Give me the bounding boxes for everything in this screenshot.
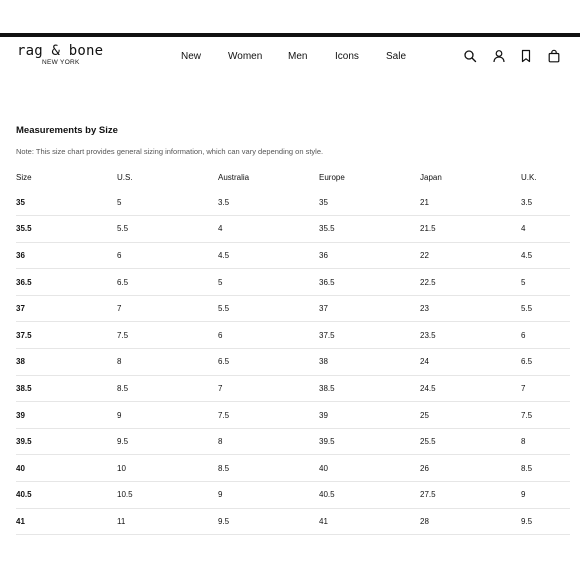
table-header-row <box>16 173 570 189</box>
cell-japan: 25 <box>420 410 429 420</box>
cell-uk: 3.5 <box>521 197 533 207</box>
column-header-japan: Japan <box>420 173 442 182</box>
cell-us: 10 <box>117 463 126 473</box>
cell-japan: 21 <box>420 197 429 207</box>
cell-uk: 4.5 <box>521 250 533 260</box>
table-row <box>16 295 570 322</box>
table-row <box>16 375 570 402</box>
cell-australia: 6.5 <box>218 357 230 367</box>
cell-size: 40 <box>16 463 25 473</box>
cell-size: 39 <box>16 410 25 420</box>
size-chart-title: Measurements by Size <box>16 125 118 136</box>
nav-item-women[interactable]: Women <box>228 51 263 62</box>
cell-size: 37.5 <box>16 330 32 340</box>
column-header-uk: U.K. <box>521 173 537 182</box>
table-row <box>16 269 570 296</box>
cell-europe: 37.5 <box>319 330 335 340</box>
table-row <box>16 428 570 455</box>
cell-us: 9.5 <box>117 437 129 447</box>
size-chart-note: Note: This size chart provides general sizing information, which can vary depending on style. <box>16 147 324 156</box>
size-chart-table <box>16 173 570 535</box>
cell-australia: 5 <box>218 277 223 287</box>
cell-australia: 8 <box>218 437 223 447</box>
cell-japan: 28 <box>420 516 429 526</box>
cell-us: 8.5 <box>117 383 129 393</box>
wishlist-icon[interactable] <box>519 49 533 63</box>
cell-size: 41 <box>16 516 25 526</box>
cell-australia: 7 <box>218 383 223 393</box>
cell-uk: 6 <box>521 330 526 340</box>
brand-name: rag & bone <box>17 43 104 59</box>
cell-europe: 36 <box>319 250 328 260</box>
search-icon[interactable] <box>463 49 477 63</box>
table-row <box>16 322 570 349</box>
cell-size: 38.5 <box>16 383 32 393</box>
cell-australia: 9 <box>218 490 223 500</box>
cell-us: 7.5 <box>117 330 129 340</box>
cell-japan: 21.5 <box>420 224 436 234</box>
cell-australia: 3.5 <box>218 197 230 207</box>
cell-uk: 9.5 <box>521 516 533 526</box>
cell-europe: 39 <box>319 410 328 420</box>
cell-size: 39.5 <box>16 437 32 447</box>
cell-us: 10.5 <box>117 490 133 500</box>
table-row <box>16 189 570 216</box>
cell-uk: 7 <box>521 383 526 393</box>
cell-japan: 22 <box>420 250 429 260</box>
column-header-us: U.S. <box>117 173 133 182</box>
cell-us: 8 <box>117 357 122 367</box>
column-header-size: Size <box>16 173 32 182</box>
size-chart-section <box>16 124 570 535</box>
cell-japan: 26 <box>420 463 429 473</box>
cell-us: 6 <box>117 250 122 260</box>
cell-us: 9 <box>117 410 122 420</box>
cell-europe: 38 <box>319 357 328 367</box>
nav-item-men[interactable]: Men <box>288 51 308 62</box>
cell-australia: 6 <box>218 330 223 340</box>
cell-japan: 24.5 <box>420 383 436 393</box>
cell-us: 5.5 <box>117 224 129 234</box>
cell-japan: 23.5 <box>420 330 436 340</box>
cell-size: 36.5 <box>16 277 32 287</box>
cell-size: 40.5 <box>16 490 32 500</box>
cell-uk: 4 <box>521 224 526 234</box>
cell-australia: 9.5 <box>218 516 230 526</box>
cell-size: 37 <box>16 304 25 314</box>
cell-japan: 27.5 <box>420 490 436 500</box>
cell-europe: 37 <box>319 304 328 314</box>
cell-us: 11 <box>117 516 126 526</box>
account-icon[interactable] <box>492 49 506 63</box>
cell-australia: 4 <box>218 224 223 234</box>
cell-europe: 39.5 <box>319 437 335 447</box>
header-icons <box>450 49 580 65</box>
cell-uk: 6.5 <box>521 357 533 367</box>
cell-size: 36 <box>16 250 25 260</box>
nav-item-icons[interactable]: Icons <box>335 51 359 62</box>
cell-uk: 9 <box>521 490 526 500</box>
table-row <box>16 242 570 269</box>
cell-australia: 5.5 <box>218 304 230 314</box>
cell-europe: 40.5 <box>319 490 335 500</box>
table-row <box>16 508 570 535</box>
brand-tagline: NEW YORK <box>42 59 80 66</box>
cell-australia: 8.5 <box>218 463 230 473</box>
nav-item-new[interactable]: New <box>181 51 202 62</box>
cell-uk: 8 <box>521 437 526 447</box>
cell-japan: 24 <box>420 357 429 367</box>
cell-europe: 38.5 <box>319 383 335 393</box>
cell-europe: 36.5 <box>319 277 335 287</box>
bag-icon[interactable] <box>547 49 561 63</box>
column-header-australia: Australia <box>218 173 250 182</box>
table-row <box>16 455 570 482</box>
table-row <box>16 402 570 429</box>
cell-europe: 35.5 <box>319 224 335 234</box>
site-header <box>0 37 580 77</box>
cell-us: 7 <box>117 304 122 314</box>
cell-uk: 8.5 <box>521 463 533 473</box>
table-row <box>16 482 570 509</box>
cell-uk: 5 <box>521 277 526 287</box>
cell-us: 6.5 <box>117 277 129 287</box>
cell-uk: 7.5 <box>521 410 533 420</box>
cell-japan: 22.5 <box>420 277 436 287</box>
cell-us: 5 <box>117 197 122 207</box>
cell-size: 38 <box>16 357 25 367</box>
cell-size: 35.5 <box>16 224 32 234</box>
table-row <box>16 349 570 376</box>
cell-europe: 35 <box>319 197 328 207</box>
cell-size: 35 <box>16 197 25 207</box>
table-row <box>16 216 570 243</box>
cell-australia: 4.5 <box>218 250 230 260</box>
column-header-europe: Europe <box>319 173 345 182</box>
cell-europe: 40 <box>319 463 328 473</box>
cell-uk: 5.5 <box>521 304 533 314</box>
cell-australia: 7.5 <box>218 410 230 420</box>
cell-japan: 25.5 <box>420 437 436 447</box>
nav-item-sale[interactable]: Sale <box>386 51 407 62</box>
cell-japan: 23 <box>420 304 429 314</box>
cell-europe: 41 <box>319 516 328 526</box>
